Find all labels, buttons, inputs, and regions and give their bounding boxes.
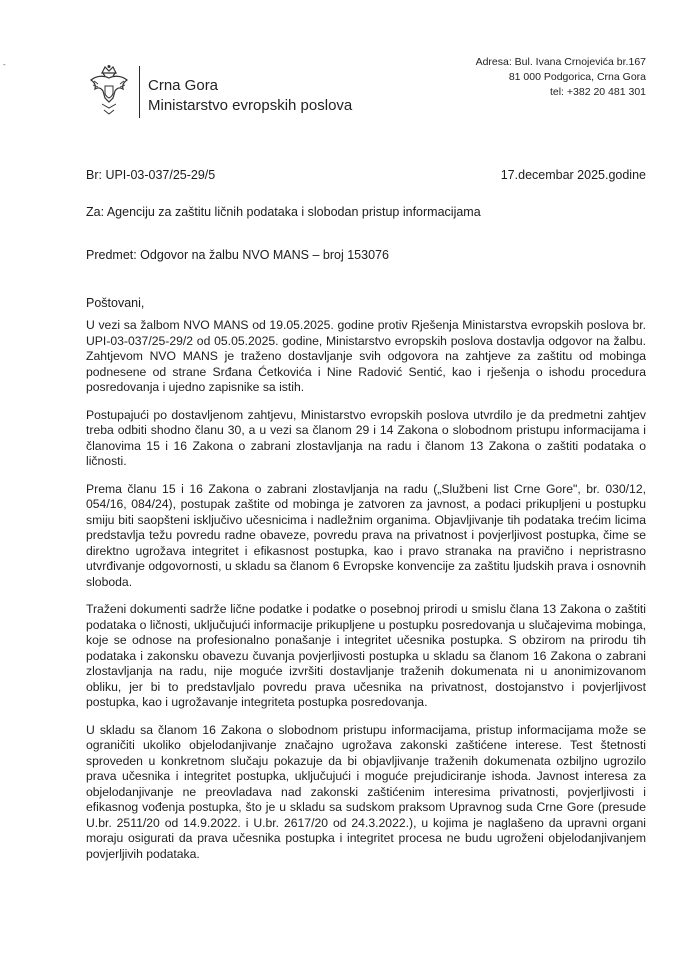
address-city: 81 000 Podgorica, Crna Gora <box>508 71 646 83</box>
ministry-title: Ministarstvo evropskih poslova <box>148 97 353 114</box>
greeting: Poštovani, <box>86 296 145 310</box>
paragraph: Traženi dokumenti sadrže lične podatke i podatke o posebnoj prirodi u smislu člana 13 Zakona o zaštiti podataka o ličnosti, uključujući informacije prikupljene u postupku posredovanja u slučajevima mobinga, koje se odnose na profesionalno ponašanje i integritet učesnika postupka. S obzirom na prirodu tih podataka i zakonsku obavezu čuvanja povjerljivosti postupka u skladu sa članom 16 Zakona o zabrani zlostavljanja na radu, nije moguće izvršiti dostavljanje traženih dokumenata ni u anonimizovanom obliku, jer bi to predstavljalo povredu prava učesnika na privatnost, dostojanstvo i povjerljivost postupka, kao i ugrožavanje integriteta postupka posredovanja. <box>86 602 646 709</box>
letter-date: 17.decembar 2025.godine <box>500 168 646 182</box>
ministry-name <box>148 76 352 116</box>
reference-number: Br: UPI-03-037/25-29/5 <box>86 168 216 182</box>
paragraph: Prema članu 15 i 16 Zakona o zabrani zlostavljanja na radu („Službeni list Crne Gore", br. 030/12, 054/16, 084/24), postupak zaštite od mobinga je zatvoren za javnost, a podaci prikupljeni u postupku smiju biti saopšteni isključivo učesnicima i nadležnim organima. Objavljivanje tih podataka trećim licima predstavlja težu povredu radne obaveze, povredu prava na privatnost i povjerljivost postupka, čime se direktno ugrožava integritet i efikasnost postupka, kao i pravo stranaka na pravično i nepristrasno utvrđivanje odgovornosti, u skladu sa članom 6 Evropske konvencije za zaštitu ljudskih prava i osnovnih sloboda. <box>86 481 646 589</box>
address-block <box>476 55 646 100</box>
letter-body <box>86 318 646 874</box>
coat-of-arms-icon <box>88 64 130 118</box>
paragraph: U skladu sa članom 16 Zakona o slobodnom pristupu informacijama, pristup informacijama može se ograničiti ukoliko objelodanjivanje značajno ugrožava zakonski zaštićene interese. Test štetnosti sproveden u konkretnom slučaju pokazuje da bi objavljivanje traženih dokumenata ozbiljno ugrozilo prava učesnika i integritet postupka, uključujući i moguće prejudiciranje ishoda. Javnost interesa za objelodanjivanje ne preovladava nad zakonski zaštićenim interesima privatnosti, povjerljivosti i efikasnog vođenja postupka, što je u skladu sa sudskom praksom Upravnog suda Crne Gore (presude U.br. 2511/20 od 14.9.2022. i U.br. 2617/20 od 24.3.2022.), u kojima je naglašeno da upravni organi moraju osigurati da prava učesnika postupka i integritet procesa ne budu ugroženi objelodanjivanjem povjerljivih podataka. <box>86 722 646 861</box>
recipient: Za: Agenciju za zaštitu ličnih podataka i slobodan pristup informacijama <box>86 205 481 219</box>
paragraph: U vezi sa žalbom NVO MANS od 19.05.2025. godine protiv Rješenja Ministarstva evropskih poslova br. UPI-03-037/25-29/2 od 05.05.2025. godine, Ministarstvo evropskih poslova dostavlja odgovor na žalbu. Zahtjevom NVO MANS je traženo dostavljanje svih odgovora na zahtjeve za zaštitu od mobinga podnesene od strane Srđana Ćetkovića i Nine Radović Sentić, kao i rješenja o ishodu procedura posredovanja i ujedno zapisnike sa istih. <box>86 318 646 394</box>
country-name: Crna Gora <box>148 77 219 94</box>
subject-line: Predmet: Odgovor na žalbu NVO MANS – broj 153076 <box>86 248 389 262</box>
address-street: Adresa: Bul. Ivana Crnojevića br.167 <box>475 56 646 68</box>
scan-mark: - <box>3 60 6 69</box>
address-phone: tel: +382 20 481 301 <box>549 86 646 98</box>
header-divider <box>139 66 140 118</box>
paragraph: Postupajući po dostavljenom zahtjevu, Ministarstvo evropskih poslova utvrdilo je da predmetni zahtjev treba odbiti shodno članu 30, a u vezi sa članom 29 i 14 Zakona o slobodnom pristupu informacijama i članovima 15 i 16 Zakona o zabrani zlostavljanja na radu i članom 13 Zakona o zaštiti podataka o ličnosti. <box>86 407 646 468</box>
